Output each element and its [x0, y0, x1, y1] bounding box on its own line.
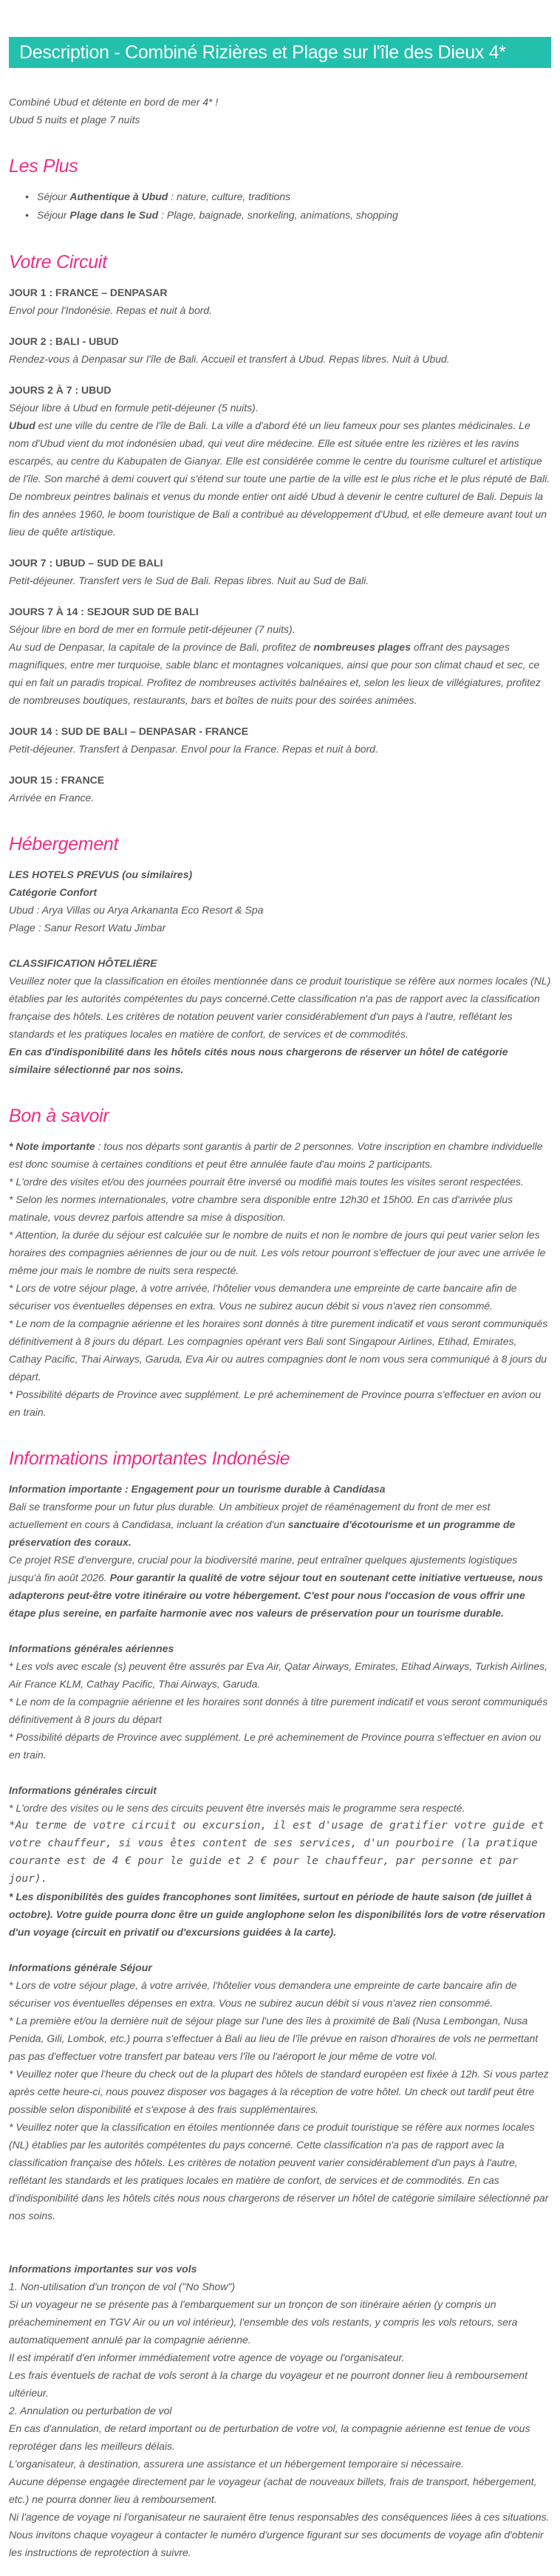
day-text: Petit-déjeuner. Transfert à Denpasar. Envol pour la France. Repas et nuit à bord. [9, 743, 378, 755]
sejour-info-title: Informations générale Séjour [9, 1962, 152, 1973]
ubud-description: est une ville du centre de l'île de Bali. La ville a d'abord été un lieu fameux pour ses plantes médicinales. Le nom d'Ubud vient du mot indonésien ubad, qui veut dire médecine. Elle est située entre les rizières et les ravins escarpés, au centre du Kabupaten de Gianyar. Elle est considérée comme le centre du tourisme culturel et artistique de l'île. Son marché à demi couvert qui s'étend sur toute une partie de la ville est le plus riche et le plus réputé de Bali. De nombreux peintres balinais et venus du monde entier ont aidé Ubud à devenir le centre culturel de Bali. Depuis la fin des années 1960, le boom touristique de Bali a contribué au développement d'Ubud, et elle demeure avant tout un lieu de quête artistique. [9, 419, 550, 538]
list-item [25, 188, 551, 206]
section-title-circuit: Votre Circuit [9, 252, 107, 273]
guide-note: * Les disponibilités des guides francophones sont limitées, surtout en période de haute saison (de juillet à octobre). Votre guide pourra donc être un guide anglophone selon les disponibilités lors de votre réservation d'un voyage (circuit en privatif ou d'excursions guidées à la carte). [9, 1891, 546, 1938]
day-title: JOURS 2 À 7 : UBUD [9, 384, 112, 396]
day-text [9, 638, 551, 709]
info-line: Il est impératif d'en informer immédiatement votre agence de voyage ou l'organisateur. [9, 2351, 405, 2363]
hotel-plage: Plage : Sanur Resort Watu Jimbar [9, 922, 166, 934]
item-bold: Plage dans le Sud [69, 209, 159, 221]
text: Bali se transforme pour un futur plus durable. Un ambitieux projet de réaménagement du front de mer est actuellement en cours à Candidasa, incluant la création d'un [9, 1501, 491, 1530]
vols-info-title: Informations importantes sur vos vols [9, 2263, 197, 2275]
text: Ce projet RSE d'envergure, crucial pour la biodiversité marine, peut entraîner quelques ajustements logistiques jusqu'à fin août 2026. [9, 1554, 518, 1583]
intro-line: Ubud 5 nuits et plage 7 nuits [9, 114, 140, 126]
info-line: En cas d'annulation, de retard important ou de perturbation de votre vol, la compagnie aérienne est tenue de vous reprotéger dans les meilleurs délais. [9, 2422, 530, 2452]
info-line: 2. Annulation ou perturbation de vol [9, 2405, 172, 2416]
info-line: * Veuillez noter que l'heure du check out de la plupart des hôtels de standard européen est fixée à 12h. Si vous partez après cette heure-ci, nous pouvez disposer vos bagages à la réception de votre hôtel. Un check out tardif peut être possible selon disponibilité et s'expose à des frais supplémentaires. [9, 2068, 549, 2115]
info-line: * Lors de votre séjour plage, à votre arrivée, l'hôtelier vous demandera une empreinte de carte bancaire afin de sécuriser vos éventuelles dépenses en extra. Vous ne subirez aucun débit si vous n'avez rien consommé. [9, 1979, 517, 2009]
section-title-infos-indonesie: Informations importantes Indonésie [9, 1448, 290, 1469]
note-text: : tous nos départs sont garantis à partir de 2 personnes. Votre inscription en chambre individuelle est donc soumise à certaines conditions et peut être annulée faute d'au moins 2 participants. [9, 1140, 543, 1170]
info-line: Aucune dépense engagée directement par le voyageur (achat de nouveaux billets, frais de transport, hébergement, etc.) ne pourra donner lieu à remboursement. [9, 2476, 537, 2505]
aerien-title: Informations générales aériennes [9, 1642, 174, 1654]
hebergement-section [9, 866, 551, 1078]
item-text: : Plage, baignade, snorkeling, animations, shopping [158, 209, 398, 221]
classification-note: En cas d'indisponibilité dans les hôtels cités nous nous chargerons de réserver un hôtel de catégorie similaire sélectionné par nos soins. [9, 1046, 508, 1075]
classification-title: CLASSIFICATION HÔTELIÈRE [9, 957, 157, 969]
circuit-section [9, 284, 551, 806]
info-line: 1. Non-utilisation d'un tronçon de vol ("No Show") [9, 2281, 235, 2292]
info-line: * L'ordre des visites et/ou des journées pourrait être inversé ou modifié mais toutes les visites seront respectées. [9, 1176, 524, 1188]
day-text: Séjour libre en bord de mer en formule petit-déjeuner (7 nuits). [9, 623, 296, 635]
day-title: JOUR 1 : FRANCE – DENPASAR [9, 287, 168, 298]
text: Au sud de Denpasar, la capitale de la province de Bali, profitez de [9, 641, 314, 653]
circuit-info-title: Informations générales circuit [9, 1784, 157, 1796]
day-title: JOUR 14 : SUD DE BALI – DENPASAR - FRANCE [9, 725, 249, 737]
infos-section [9, 1480, 551, 2561]
section-title-les-plus: Les Plus [9, 156, 78, 177]
note-paragraph [9, 1137, 551, 1173]
page [0, 37, 560, 2576]
info-line: * Veuillez noter que la classification en étoiles mentionnée dans ce produit touristique se réfère aux normes locales (NL) établies par les autorités compétentes du pays concerné. Cette classification n'a pas de rapport avec la classification française des hôtels. Les critères de notation peuvent varier considérablement d'un pays à l'autre, reflétant les standards et les pratiques locales en matière de confort, de services et de commodités. En cas d'indisponibilité dans les hôtels cités nous nous chargerons de réserver un hôtel de catégorie similaire sélectionné par nos soins. [9, 2121, 549, 2222]
info-line: * Les vols avec escale (s) peuvent être assurés par Eva Air, Qatar Airways, Emirates, Etihad Airways, Turkish Airlines, Air France KLM, Cathay Pacific, Thai Airways, Garuda. [9, 1660, 548, 1690]
note-bold: * Note importante [9, 1140, 95, 1152]
intro [9, 93, 551, 129]
day-title: JOUR 2 : BALI - UBUD [9, 335, 119, 347]
intro-line: Combiné Ubud et détente en bord de mer 4* ! [9, 96, 219, 108]
info-line: * Attention, la durée du séjour est calculée sur le nombre de nuits et non le nombre de jours qui peut varier selon les horaires des compagnies aériennes de jour ou de nuit. Les vols retour pourront s'effectuer de jour avec une arrivée le même jour mais le nombre de nuits sera respecté. [9, 1229, 546, 1276]
tip-note: *Au terme de votre circuit ou excursion, il est d'usage de gratifier votre guide et votre chauffeur, si vous êtes content de ses services, d'un pourboire (la pratique courante est de 4 € pour le guide et 2 € pour le chauffeur, par personne et par jour). [9, 1820, 544, 1885]
hotel-category: Catégorie Confort [9, 886, 97, 898]
text: offrant des paysages magnifiques, entre mer turquoise, sable blanc et montagnes volcaniques, ainsi que pour son climat chaud et sec, ce qui en fait un paradis tropical. Profitez de nombreuses activités balnéaires et, selon les lieux de villégiatures, profitez de nombreuses boutiques, restaurants, bars et boîtes de nuits pour des soirées animées. [9, 641, 541, 706]
section-title-bon-a-savoir: Bon à savoir [9, 1106, 109, 1126]
info-line: * Selon les normes internationales, votre chambre sera disponible entre 12h30 et 15h00. En cas d'arrivée plus matinale, vous devrez parfois attendre sa mise à disposition. [9, 1193, 513, 1223]
day-text: Envol pour l'Indonésie. Repas et nuit à bord. [9, 304, 213, 316]
day-text: Petit-déjeuner. Transfert vers le Sud de Bali. Repas libres. Nuit au Sud de Bali. [9, 575, 369, 586]
text-bold: Pour garantir la qualité de votre séjour tout en soutenant cette initiative vertueuse, nous adapterons peut-être votre itinéraire ou votre hébergement. C'est pour nous l'occasion de vous offrir une étape plus sereine, en parfaite harmonie avec nos valeurs de préservation pour un tourisme durable. [9, 1572, 544, 1619]
text-bold: nombreuses plages [313, 641, 411, 653]
engagement-title: Information importante : Engagement pour un tourisme durable à Candidasa [9, 1483, 386, 1495]
hotels-title: LES HOTELS PREVUS (ou similaires) [9, 869, 193, 880]
day-text: Arrivée en France. [9, 792, 95, 804]
engagement-text [9, 1498, 551, 1551]
day-text: Séjour libre à Ubud en formule petit-déjeuner (5 nuits). [9, 402, 259, 414]
classification-text: Veuillez noter que la classification en étoiles mentionnée dans ce produit touristique se réfère aux normes locales (NL) établies par les autorités compétentes du pays concerné.Cette classification n'a pas de rapport avec la classification française des hôtels. Les critères de notation peuvent varier considérablement d'un pays à l'autre, reflétant les standards et les pratiques locales en matière de confort, de services et de commodités. [9, 975, 551, 1040]
info-line: * Possibilité départs de Province avec supplément. Le pré acheminement de Province pourra s'effectuer en avion ou en train. [9, 1388, 542, 1418]
item-text: Séjour [37, 191, 70, 202]
day-text: Rendez-vous à Denpasar sur l'île de Bali. Accueil et transfert à Ubud. Repas libres. Nuit à Ubud. [9, 353, 450, 365]
text-bold: sanctuaire d'écotourisme et un programme de préservation des coraux. [9, 1518, 516, 1548]
info-line: Nous invitons chaque voyageur à contacter le numéro d'urgence figurant sur ses documents de voyage afin d'obtenir les instructions de reprotection à suivre. [9, 2529, 544, 2558]
info-line: Ni l'agence de voyage ni l'organisateur ne sauraient être tenus responsables des conséquences liées à ces situations. [9, 2511, 550, 2523]
item-text: Séjour [37, 209, 70, 221]
engagement-text [9, 1551, 551, 1622]
item-bold: Authentique à Ubud [69, 191, 168, 202]
hotel-ubud: Ubud : Arya Villas ou Arya Arkananta Eco Resort & Spa [9, 904, 264, 916]
info-line: * Possibilité départs de Province avec supplément. Le pré acheminement de Province pourra s'effectuer en avion ou en train. [9, 1731, 542, 1761]
les-plus-list [9, 188, 551, 225]
ubud-bold: Ubud [9, 419, 35, 431]
day-title: JOURS 7 À 14 : SEJOUR SUD DE BALI [9, 606, 199, 617]
info-line: Les frais éventuels de rachat de vols seront à la charge du voyageur et ne pourront donner lieu à remboursement ultérieur. [9, 2369, 527, 2399]
page-title-banner: Description - Combiné Rizières et Plage sur l'île des Dieux 4* [9, 37, 551, 68]
section-title-hebergement: Hébergement [9, 834, 119, 854]
info-line: * La première et/ou la dernière nuit de séjour plage sur l'une des îles à proximité de Bali (Nusa Lembongan, Nusa Penida, Gili, Lombok, etc.) pourra s'effectuer à Bali au lieu de l'île prévue en raison d'horaires de vols ne permettant pas pas d'effectuer votre transfert par bateau vers l'île ou l'aéroport le jour même de votre vol. [9, 2015, 539, 2062]
info-line: * Le nom de la compagnie aérienne et les horaires sont donnés à titre purement indicatif et vous seront communiqués définitivement à 8 jours du départ [9, 1696, 548, 1725]
day-title: JOUR 7 : UBUD – SUD DE BALI [9, 557, 163, 569]
info-line: * Le nom de la compagnie aérienne et les horaires sont donnés à titre purement indicatif et vous seront communiqués définitivement à 8 jours du départ. Les compagnies opérant vers Bali sont Singapour Airlines, Etihad, Emirates, Cathay Pacific, Thai Airways, Garuda, Eva Air ou autres compagnies dont le nom vous sera communiqué à 8 jours du départ. [9, 1318, 548, 1383]
bon-a-savoir-section [9, 1137, 551, 1421]
item-text: : nature, culture, traditions [168, 191, 291, 202]
info-line: * Lors de votre séjour plage, à votre arrivée, l'hôtelier vous demandera une empreinte de carte bancaire afin de sécuriser vos éventuelles dépenses en extra. Vous ne subirez aucun débit si vous n'avez rien consommé. [9, 1282, 517, 1312]
list-item [25, 206, 551, 225]
day-title: JOUR 15 : FRANCE [9, 774, 105, 786]
info-line: L'organisateur, à destination, assurera une assistance et un hébergement temporaire si nécessaire. [9, 2458, 464, 2470]
day-text [9, 417, 551, 541]
info-line: * L'ordre des visites ou le sens des circuits peuvent être inversés mais le programme sera respecté. [9, 1802, 465, 1814]
info-line: Si un voyageur ne se présente pas à l'embarquement sur un tronçon de son itinéraire aérien (y compris un préacheminement en TGV Air ou un vol intérieur), l'ensemble des vols restants, y compris les vols retours, sera automatiquement annulé par la compagnie aérienne. [9, 2298, 518, 2346]
